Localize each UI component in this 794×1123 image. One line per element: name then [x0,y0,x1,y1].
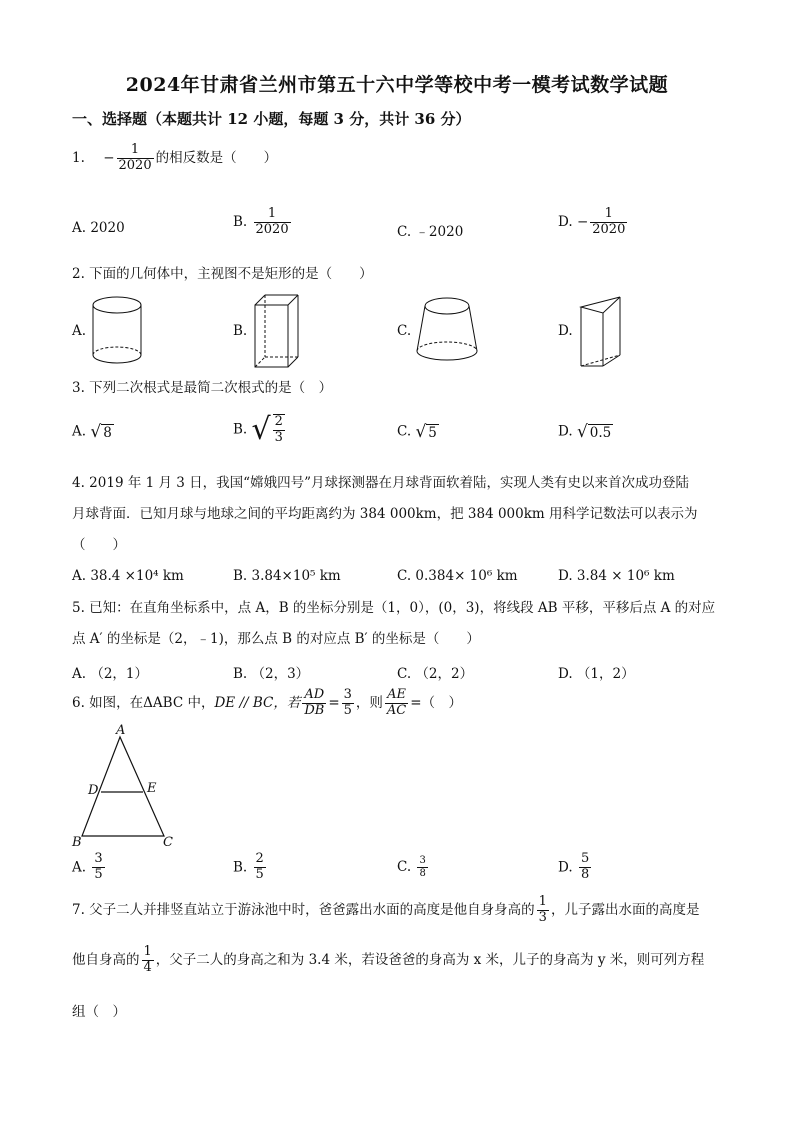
option-b: B. [233,323,248,339]
point-label-d: D [88,783,99,798]
option-b: B. （2，3） [233,666,310,682]
question-6: 6. 如图，在ΔABC 中，DE // BC，若 $\frac{AD}{DB}$ = $\frac{3}{5}$ ，则 $\frac{AE}{AC}$ =（ ） [72,687,463,718]
page-title: 2024年甘肃省兰州市第五十六中学等校中考一模考试数学试题 [125,74,669,96]
triangle-figure [70,725,190,850]
triangular-prism-figure [578,293,628,371]
vertex-label-c: C [163,835,173,850]
option-b: B. $\frac{2}{5}$ [233,851,264,882]
option-d: D. [558,323,573,339]
question-text: 的相反数是（ ） [155,149,278,166]
section-heading: 一、选择题（本题共计 12 小题，每题 3 分，共计 36 分） [72,110,471,128]
question-7-line-2: 他自身高的 $\frac{1}{4}$ ，父子二人的身高之和为 3.4 米，若设爸爸的身高为 x 米，儿子的身高为 y 米，则可列方程 [72,944,705,975]
option-d: D. （1，2） [558,666,635,682]
option-a: A. 2020 [72,220,125,236]
option-a: A. 38.4 ×10⁴ km [72,568,184,584]
option-b: B. √ $\frac{2}{3}$ [233,412,283,447]
question-7-line-3: 组（ ） [72,1004,126,1020]
question-number: 1. [72,149,85,166]
option-b: B. 3.84×10⁵ km [233,568,341,584]
option-d: D. $\frac{5}{8}$ [558,851,590,882]
question-3: 3. 下列二次根式是最简二次根式的是（ ） [72,380,333,396]
frustum-figure [414,296,484,368]
vertex-label-a: A [116,723,126,738]
option-b: B. $\frac{1}{2020}$ [233,206,289,237]
option-a: A. $\frac{3}{5}$ [72,851,103,882]
option-a: A. [72,323,87,339]
option-d: D. 3.84 × 10⁶ km [558,568,675,584]
question-5-line-2: 点 A′ 的坐标是（2，﹣1)，那么点 B 的对应点 B′ 的坐标是（ ） [72,631,480,647]
question-4-line-3: （ ） [72,537,126,553]
option-a: A. （2，1） [72,666,149,682]
option-d: D. √ 0.5 [558,422,612,442]
fraction: $\frac{1}{2020}$ [118,142,152,173]
question-7-line-1: 7. 父子二人并排竖直站立于游泳池中时，爸爸露出水面的高度是他自身身高的 $\frac{1}{3}$ ，儿子露出水面的高度是 [72,894,700,925]
question-4-line-1: 4. 2019 年 1 月 3 日，我国“嫦娥四号”月球探测器在月球背面软着陆，实现人类有史以来首次成功登陆 [72,475,689,491]
question-4-line-2: 月球背面．已知月球与地球之间的平均距离约为 384 000km，把 384 000km 用科学记数法可以表示为 [72,506,698,522]
option-c: C. √ 5 [397,422,437,442]
cylinder-figure [90,295,150,370]
vertex-label-b: B [72,835,82,850]
rectangular-prism-figure [252,293,302,373]
option-a: A. √ 8 [72,422,112,442]
question-2: 2. 下面的几何体中，主视图不是矩形的是（ ） [72,266,373,282]
option-c: C. （2，2） [397,666,474,682]
minus-sign: − [103,149,115,166]
question-5-line-1: 5. 已知：在直角坐标系中，点 A，B 的坐标分别是（1，0），(0，3)，将线段 AB 平移，平移后点 A 的对应 [72,600,716,616]
option-c: C. ﹣2020 [397,224,464,240]
question-1 [72,143,277,174]
point-label-e: E [147,781,157,796]
option-c: C. [397,323,412,339]
option-d: D. − $\frac{1}{2020}$ [558,206,626,237]
option-c: C. $\frac{3}{8}$ [397,855,426,879]
option-c: C. 0.384× 10⁶ km [397,568,518,584]
